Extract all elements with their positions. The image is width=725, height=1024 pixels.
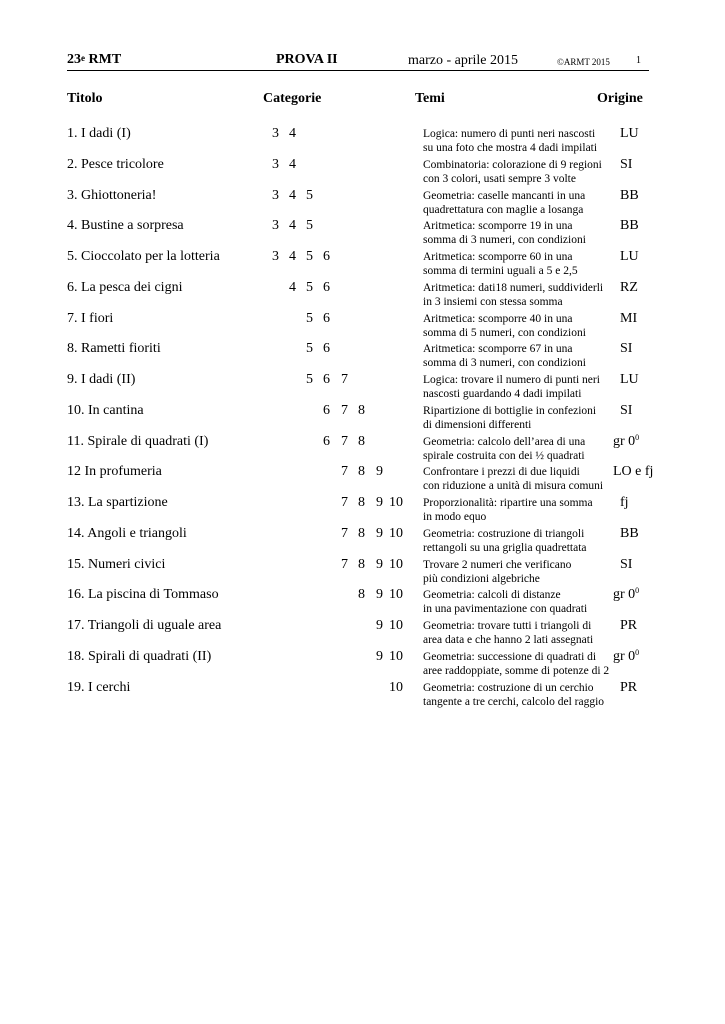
problem-title: 16. La piscina di Tommaso <box>67 587 219 602</box>
column-categories: Categorie <box>263 91 322 106</box>
theme-line-2: in una pavimentazione con quadrati <box>423 603 588 615</box>
category-number: 10 <box>389 557 403 572</box>
theme-line-2: area data e che hanno 2 lati assegnati <box>423 634 594 646</box>
origin-code: LU <box>620 249 639 264</box>
problem-title: 19. I cerchi <box>67 680 131 695</box>
origin-superscript: 0 <box>635 586 640 595</box>
category-number: 6 <box>323 372 330 387</box>
category-number: 9 <box>376 649 383 664</box>
category-number: 9 <box>376 587 383 602</box>
theme-line-1: Aritmetica: scomporre 67 in una <box>423 343 573 355</box>
category-number: 3 <box>272 188 279 203</box>
category-number: 6 <box>323 311 330 326</box>
theme-line-1: Combinatoria: colorazione di 9 regioni <box>423 159 602 171</box>
category-number: 10 <box>389 649 403 664</box>
category-number: 4 <box>289 280 296 295</box>
origin-code: fj <box>620 495 629 510</box>
category-number: 10 <box>389 587 403 602</box>
origin-code: gr $0^0$ <box>613 433 640 449</box>
origin-code: SI <box>620 557 633 572</box>
category-number: 4 <box>289 218 296 233</box>
origin-code: PR <box>620 680 638 695</box>
problem-title: 13. La spartizione <box>67 495 168 510</box>
theme-line-1: Trovare 2 numeri che verificano <box>423 559 572 571</box>
origin-code: BB <box>620 526 639 541</box>
category-number: 8 <box>358 557 365 572</box>
origin-code: MI <box>620 311 638 326</box>
category-number: 7 <box>341 526 348 541</box>
origin-code: gr $0^0$ <box>613 648 640 664</box>
theme-line-1: Aritmetica: scomporre 19 in una <box>423 220 573 232</box>
copyright-label: ©ARMT 2015 <box>557 57 610 67</box>
theme-line-2: somma di termini uguali a 5 e 2,5 <box>423 265 578 277</box>
theme-line-2: somma di 5 numeri, con condizioni <box>423 327 586 339</box>
origin-code: BB <box>620 188 639 203</box>
category-number: 9 <box>376 526 383 541</box>
theme-line-2: nascosti guardando 4 dadi impilati <box>423 388 582 400</box>
category-number: 9 <box>376 557 383 572</box>
origin-code: SI <box>620 341 633 356</box>
theme-line-2: in 3 insiemi con stessa somma <box>423 296 563 308</box>
origin-code: LU <box>620 126 639 141</box>
problem-title: 2. Pesce tricolore <box>67 157 164 172</box>
theme-line-1: Aritmetica: scomporre 60 in una <box>423 251 573 263</box>
theme-line-1: Geometria: calcoli di distanze <box>423 589 561 601</box>
problem-title: 14. Angoli e triangoli <box>67 526 187 541</box>
theme-line-2: spirale costruita con dei ½ quadrati <box>423 450 585 462</box>
theme-line-2: in modo equo <box>423 511 487 523</box>
category-number: 3 <box>272 157 279 172</box>
theme-line-1: Logica: numero di punti neri nascosti <box>423 128 596 140</box>
category-number: 5 <box>306 249 313 264</box>
category-number: 10 <box>389 618 403 633</box>
category-number: 6 <box>323 434 330 449</box>
origin-code: LU <box>620 372 639 387</box>
theme-line-2: aree raddoppiate, somme di potenze di 2 <box>423 665 610 677</box>
category-number: 4 <box>289 157 296 172</box>
category-number: 3 <box>272 218 279 233</box>
theme-line-1: Aritmetica: scomporre 40 in una <box>423 313 573 325</box>
problem-title: 17. Triangoli di uguale area <box>67 618 222 633</box>
category-number: 9 <box>376 618 383 633</box>
theme-line-1: Proporzionalità: ripartire una somma <box>423 497 593 509</box>
problem-title: 15. Numeri civici <box>67 557 166 572</box>
theme-line-1: Geometria: trovare tutti i triangoli di <box>423 620 592 632</box>
category-number: 5 <box>306 311 313 326</box>
edition-label: 23e RMT <box>67 52 122 67</box>
category-number: 10 <box>389 495 403 510</box>
theme-line-1: Geometria: caselle mancanti in una <box>423 190 586 202</box>
category-number: 6 <box>323 249 330 264</box>
category-number: 7 <box>341 557 348 572</box>
theme-line-2: su una foto che mostra 4 dadi impilati <box>423 142 598 154</box>
category-number: 8 <box>358 495 365 510</box>
category-number: 6 <box>323 403 330 418</box>
theme-line-1: Aritmetica: dati18 numeri, suddividerli <box>423 282 604 294</box>
problem-title: 9. I dadi (II) <box>67 372 136 387</box>
origin-code: gr $0^0$ <box>613 586 640 602</box>
category-number: 3 <box>272 249 279 264</box>
date-label: marzo - aprile 2015 <box>408 53 519 68</box>
category-number: 9 <box>376 464 383 479</box>
category-number: 5 <box>306 188 313 203</box>
theme-line-2: somma di 3 numeri, con condizioni <box>423 357 586 369</box>
origin-code: RZ <box>620 280 638 295</box>
theme-line-2: di dimensioni differenti <box>423 419 532 431</box>
category-number: 8 <box>358 403 365 418</box>
problem-title: 6. La pesca dei cigni <box>67 280 183 295</box>
category-number: 7 <box>341 372 348 387</box>
category-number: 6 <box>323 341 330 356</box>
theme-line-1: Confrontare i prezzi di due liquidi <box>423 466 580 478</box>
origin-superscript: 0 <box>635 648 640 657</box>
theme-line-1: Geometria: costruzione di triangoli <box>423 528 585 540</box>
problem-title: 11. Spirale di quadrati (I) <box>67 434 209 449</box>
problem-title: 12 In profumeria <box>67 464 162 479</box>
theme-line-1: Geometria: costruzione di un cerchio <box>423 682 594 694</box>
category-number: 3 <box>272 126 279 141</box>
theme-line-2: più condizioni algebriche <box>423 573 540 585</box>
problem-title: 18. Spirali di quadrati (II) <box>67 649 212 664</box>
column-origin: Origine <box>597 91 643 106</box>
column-themes: Temi <box>415 91 445 106</box>
category-number: 8 <box>358 434 365 449</box>
category-number: 5 <box>306 341 313 356</box>
theme-line-1: Ripartizione di bottiglie in confezioni <box>423 405 597 417</box>
theme-line-2: rettangoli su una griglia quadrettata <box>423 542 587 554</box>
category-number: 7 <box>341 464 348 479</box>
category-number: 10 <box>389 680 403 695</box>
origin-code: PR <box>620 618 638 633</box>
origin-superscript: 0 <box>635 433 640 442</box>
problem-title: 5. Cioccolato per la lotteria <box>67 249 220 264</box>
origin-code: BB <box>620 218 639 233</box>
origin-code: LO e fj <box>613 464 654 479</box>
theme-line-1: Logica: trovare il numero di punti neri <box>423 374 600 386</box>
origin-code: SI <box>620 157 633 172</box>
theme-line-2: con riduzione a unità di misura comuni <box>423 480 604 492</box>
category-number: 5 <box>306 372 313 387</box>
problem-title: 4. Bustine a sorpresa <box>67 218 184 233</box>
category-number: 9 <box>376 495 383 510</box>
category-number: 4 <box>289 188 296 203</box>
problem-title: 3. Ghiottoneria! <box>67 188 157 203</box>
theme-line-2: con 3 colori, usati sempre 3 volte <box>423 173 576 185</box>
test-label: PROVA II <box>276 52 338 67</box>
category-number: 7 <box>341 434 348 449</box>
theme-line-1: Geometria: successione di quadrati di <box>423 651 597 663</box>
category-number: 5 <box>306 280 313 295</box>
category-number: 4 <box>289 249 296 264</box>
problem-title: 8. Rametti fioriti <box>67 341 161 356</box>
category-number: 10 <box>389 526 403 541</box>
header-divider <box>67 70 649 71</box>
category-number: 4 <box>289 126 296 141</box>
theme-line-2: tangente a tre cerchi, calcolo del raggio <box>423 696 605 708</box>
column-title: Titolo <box>67 91 103 106</box>
category-number: 8 <box>358 587 365 602</box>
theme-line-2: quadrettatura con maglie a losanga <box>423 204 584 216</box>
problem-title: 1. I dadi (I) <box>67 126 131 141</box>
category-number: 7 <box>341 403 348 418</box>
problem-title: 10. In cantina <box>67 403 144 418</box>
origin-code: SI <box>620 403 633 418</box>
theme-line-1: Geometria: calcolo dell’area di una <box>423 436 586 448</box>
page-number: 1 <box>636 55 641 66</box>
theme-line-2: somma di 3 numeri, con condizioni <box>423 234 586 246</box>
problem-title: 7. I fiori <box>67 311 114 326</box>
category-number: 8 <box>358 464 365 479</box>
category-number: 5 <box>306 218 313 233</box>
category-number: 8 <box>358 526 365 541</box>
category-number: 6 <box>323 280 330 295</box>
category-number: 7 <box>341 495 348 510</box>
